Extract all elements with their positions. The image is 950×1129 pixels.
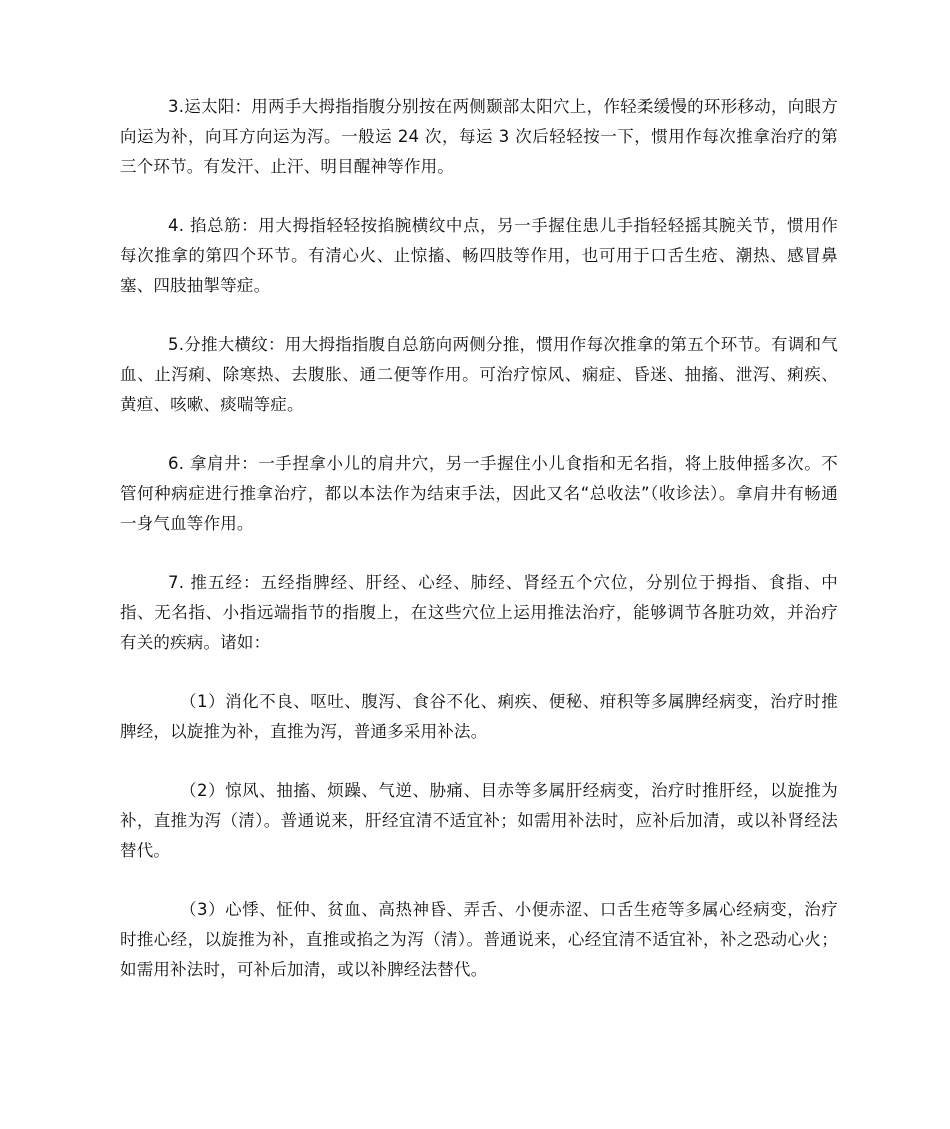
paragraph-fentui-dahengwen: 5.分推大横纹：用大拇指指腹自总筋向两侧分推，惯用作每次推拿的第五个环节。有调和气血、止泻痢、除寒热、去腹胀、通二便等作用。可治疗惊风、痫症、昏迷、抽搐、泄泻、痢疾、黄疸、咳嗽、痰喘等症。 (120, 335, 838, 414)
paragraph-na-jianjing: 6. 拿肩井：一手捏拿小儿的肩井穴，另一手握住小儿食指和无名指，将上肢伸摇多次。不管何种病症进行推拿治疗，都以本法作为结束手法，因此又名“总收法”（收诊法）。拿肩井有畅通一身气血等作用。 (120, 454, 838, 533)
paragraph-liver-meridian: （2）惊风、抽搐、烦躁、气逆、胁痛、目赤等多属肝经病变，治疗时推肝经，以旋推为补，直推为泻（清）。普通说来，肝经宜清不适宜补；如需用补法时，应补后加清，或以补肾经法替代。 (120, 781, 838, 860)
paragraph-spleen-meridian: （1）消化不良、呕吐、腹泻、食谷不化、痢疾、便秘、疳积等多属脾经病变，治疗时推脾经，以旋推为补，直推为泻，普通多采用补法。 (120, 692, 838, 741)
paragraph-qia-zongjin: 4. 掐总筋：用大拇指轻轻按掐腕横纹中点，另一手握住患儿手指轻轻摇其腕关节，惯用作每次推拿的第四个环节。有清心火、止惊搐、畅四肢等作用，也可用于口舌生疮、潮热、感冒鼻塞、四肢抽掣等症。 (120, 216, 838, 295)
paragraph-heart-meridian: （3）心悸、怔仲、贫血、高热神昏、弄舌、小便赤涩、口舌生疮等多属心经病变，治疗时推心经，以旋推为补，直推或掐之为泻（清）。普通说来，心经宜清不适宜补，补之恐动心火；如需用补法时，可补后加清，或以补脾经法替代。 (120, 900, 838, 979)
paragraph-tui-wujing: 7. 推五经：五经指脾经、肝经、心经、肺经、肾经五个穴位，分别位于拇指、食指、中指、无名指、小指远端指节的指腹上，在这些穴位上运用推法治疗，能够调节各脏功效，并治疗有关的疾病。诸如： (120, 573, 838, 652)
paragraph-yun-taiyang: 3.运太阳：用两手大拇指指腹分别按在两侧颞部太阳穴上，作轻柔缓慢的环形移动，向眼方向运为补，向耳方向运为泻。一般运 24 次，每运 3 次后轻轻按一下，惯用作每次推拿治疗的第三个环节。有发汗、止汗、明目醒神等作用。 (120, 97, 838, 176)
document-body (120, 92, 838, 1014)
